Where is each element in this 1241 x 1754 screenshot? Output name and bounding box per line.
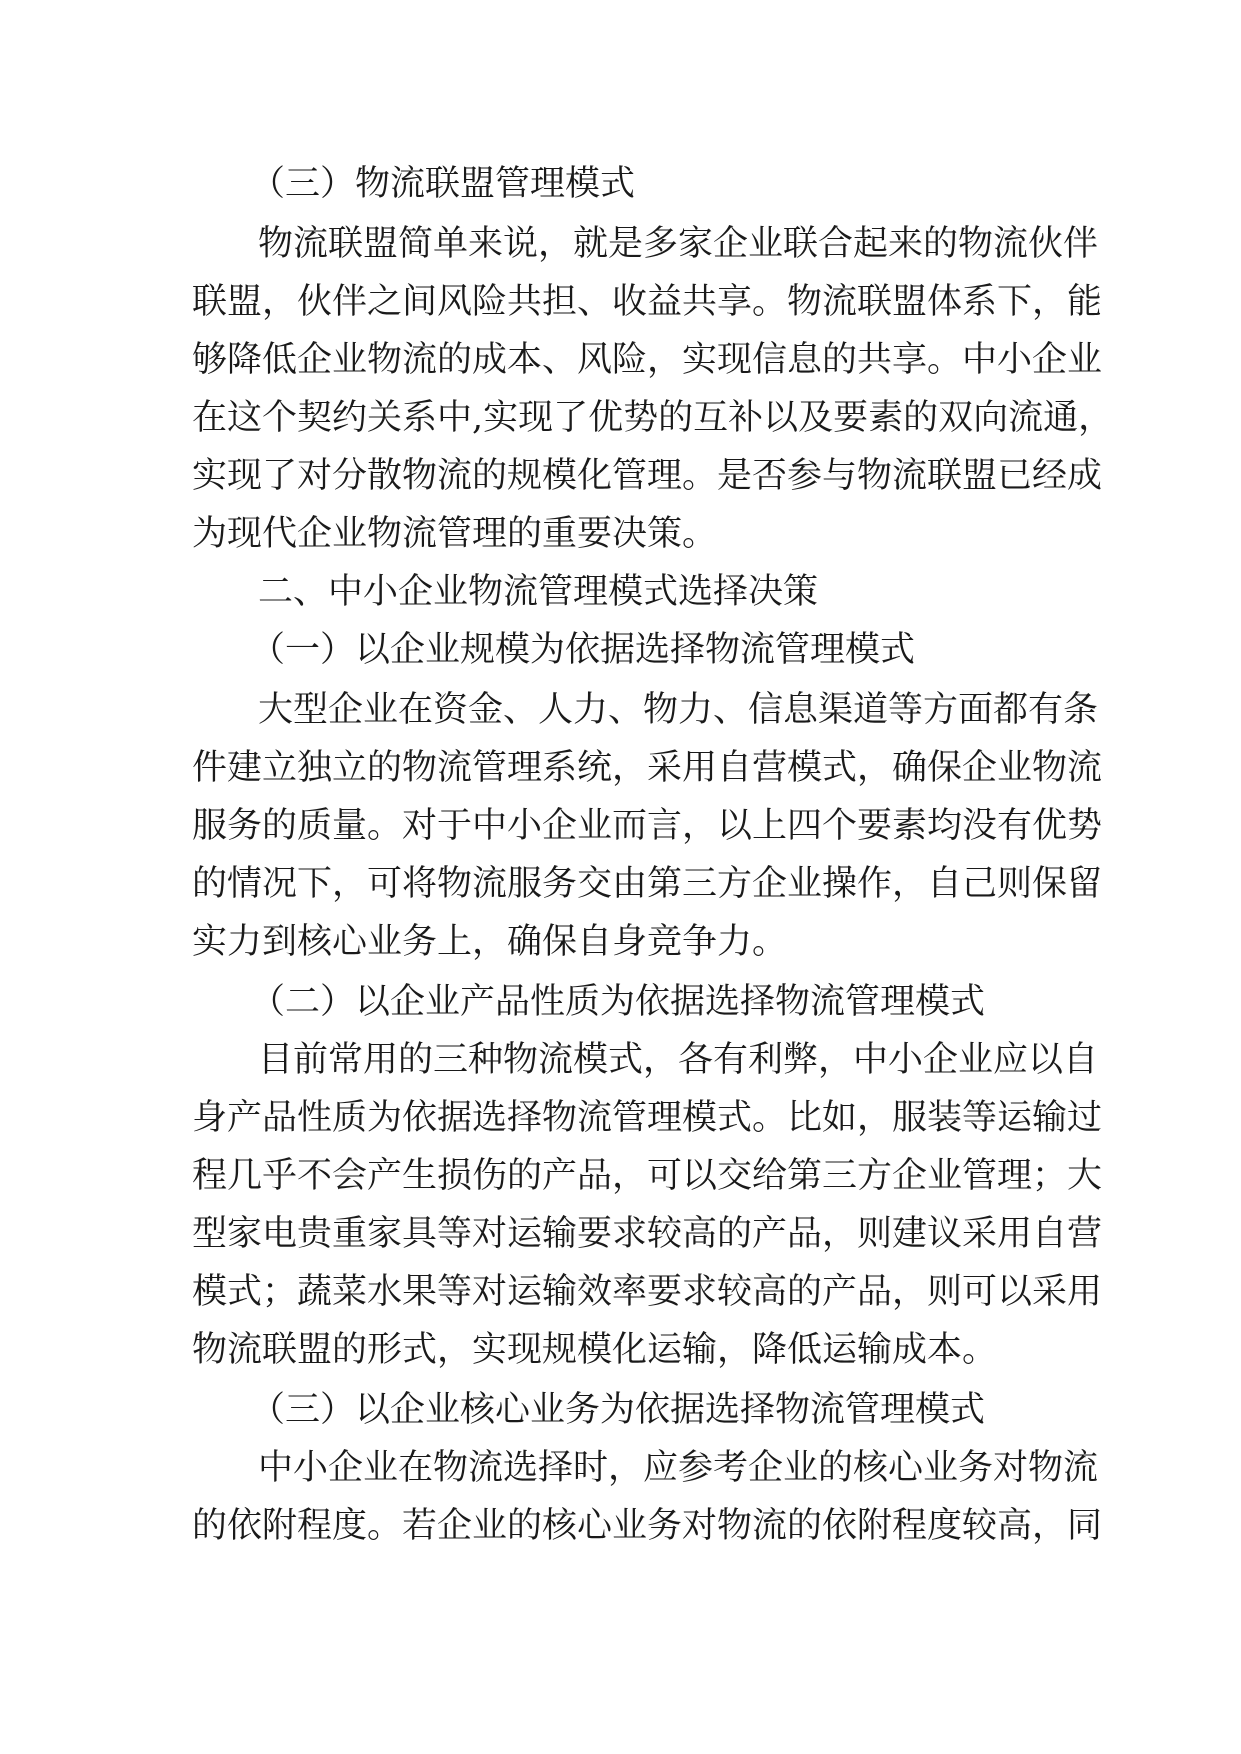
paragraph-line: 模式；蔬菜水果等对运输效率要求较高的产品，则可以采用 xyxy=(192,1272,1103,1312)
paragraph-line: 的依附程度。若企业的核心业务对物流的依附程度较高，同 xyxy=(192,1506,1103,1546)
paragraph-line: 程几乎不会产生损伤的产品，可以交给第三方企业管理；大 xyxy=(192,1156,1103,1196)
subsection-heading: （一）以企业规模为依据选择物流管理模式 xyxy=(250,630,916,670)
subsection-heading: （三）以企业核心业务为依据选择物流管理模式 xyxy=(250,1390,986,1430)
subsection-heading: （二）以企业产品性质为依据选择物流管理模式 xyxy=(250,982,986,1022)
paragraph-line: 在这个契约关系中,实现了优势的互补以及要素的双向流通， xyxy=(192,398,1114,438)
paragraph-line: 身产品性质为依据选择物流管理模式。比如，服装等运输过 xyxy=(192,1098,1103,1138)
paragraph-line: 物流联盟的形式，实现规模化运输，降低运输成本。 xyxy=(192,1330,998,1370)
paragraph-line: 为现代企业物流管理的重要决策。 xyxy=(192,514,718,554)
paragraph-line: 够降低企业物流的成本、风险，实现信息的共享。中小企业 xyxy=(192,340,1103,380)
paragraph-line: 的情况下，可将物流服务交由第三方企业操作，自己则保留 xyxy=(192,864,1103,904)
paragraph-line: 联盟，伙伴之间风险共担、收益共享。物流联盟体系下，能 xyxy=(192,282,1103,322)
paragraph-line: 大型企业在资金、人力、物力、信息渠道等方面都有条 xyxy=(258,690,1099,730)
subsection-heading: （三）物流联盟管理模式 xyxy=(250,164,636,204)
paragraph-line: 服务的质量。对于中小企业而言，以上四个要素均没有优势 xyxy=(192,806,1103,846)
paragraph-line: 中小企业在物流选择时，应参考企业的核心业务对物流 xyxy=(258,1448,1099,1488)
paragraph-line: 实力到核心业务上，确保自身竞争力。 xyxy=(192,922,788,962)
paragraph-line: 型家电贵重家具等对运输要求较高的产品，则建议采用自营 xyxy=(192,1214,1103,1254)
paragraph-line: 实现了对分散物流的规模化管理。是否参与物流联盟已经成 xyxy=(192,456,1103,496)
paragraph-line: 件建立独立的物流管理系统，采用自营模式，确保企业物流 xyxy=(192,748,1103,788)
paragraph-line: 目前常用的三种物流模式，各有利弊，中小企业应以自 xyxy=(258,1040,1099,1080)
paragraph-line: 物流联盟简单来说，就是多家企业联合起来的物流伙伴 xyxy=(258,224,1099,264)
section-heading: 二、中小企业物流管理模式选择决策 xyxy=(258,572,819,612)
